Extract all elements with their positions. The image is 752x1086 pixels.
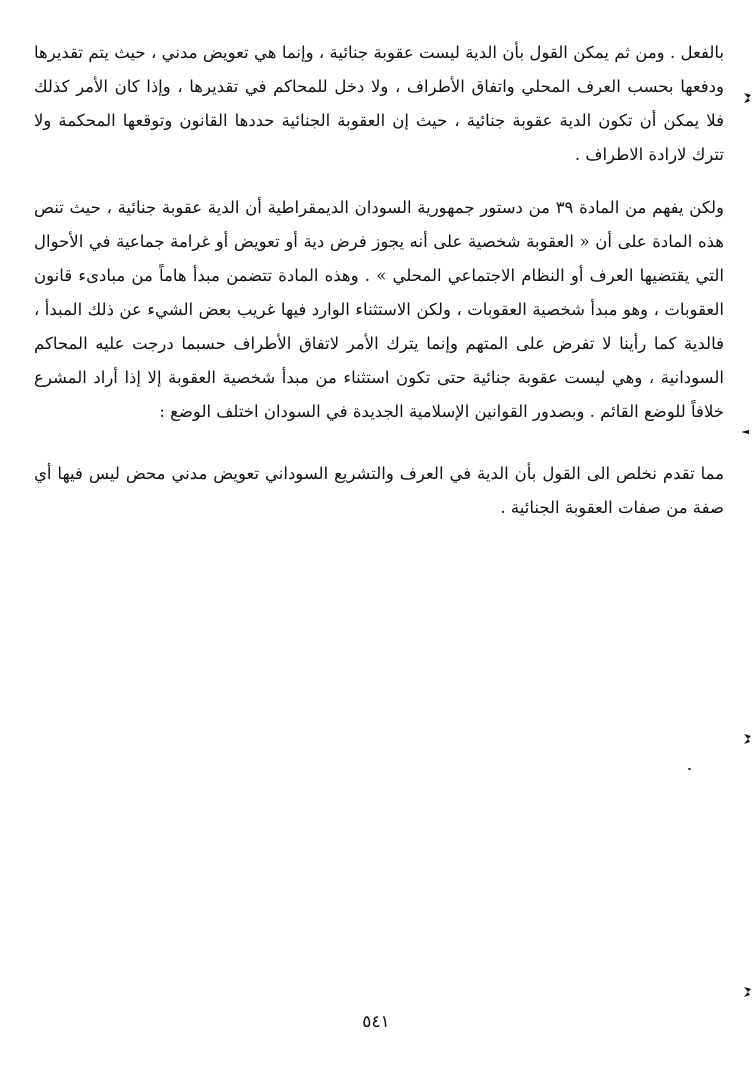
page-number: ٥٤١ <box>362 1012 390 1032</box>
margin-mark-icon <box>742 733 752 745</box>
paragraph-1: بالفعل . ومن ثم يمكن القول بأن الدية ليست عقوبة جنائية ، وإنما هي تعويض مدني ، حيث يتم تقديرها ودفعها بحسب العرف المحلي واتفاق الأطراف ، ولا دخل للمحاكم في تقديرها ، وإذا كان الأمر كذلك فلا يمكن أن تكون الدية عقوبة جنائية ، حيث إن العقوبة الجنائية حددها القانون وتوقعها المحكمة ولا تترك لارادة الاطراف . <box>34 43 724 164</box>
margin-mark-icon <box>742 92 752 104</box>
paragraph-2: ولكن يفهم من المادة ٣٩ من دستور جمهورية السودان الديمقراطية أن الدية عقوبة جنائية ، حيث تنص هذه المادة على أن « العقوبة شخصية على أنه يجوز فرض دية أو تعويض أو غرامة جماعية في الأحوال التي يقتضيها العرف أو النظام الاجتماعي المحلي » . وهذه المادة تتضمن مبدأ هاماً من مبادىء قانون العقوبات ، وهو مبدأ شخصية العقوبات ، ولكن الاستثناء الوارد فيها غريب بعض الشيء عن ذلك المبدأ ، فالدية كما رأينا لا تفرض على المتهم وإنما يترك الأمر لاتفاق الأطراف حسبما درجت عليه المحاكم السودانية ، وهي ليست عقوبة جنائية حتى تكون استثناء من مبدأ شخصية العقوبة إلا إذا أراد المشرع خلافاً للوضع القائم . وبصدور القوانين الإسلامية الجديدة في السودان اختلف الوضع : <box>34 198 724 421</box>
margin-mark-icon <box>742 986 752 998</box>
paragraph-3: مما تقدم نخلص الى القول بأن الدية في العرف والتشريع السوداني تعويض مدني محض ليس فيها أي صفة من صفات العقوبة الجنائية . <box>34 464 724 517</box>
margin-mark-icon <box>740 426 750 438</box>
scan-speck <box>688 768 691 770</box>
